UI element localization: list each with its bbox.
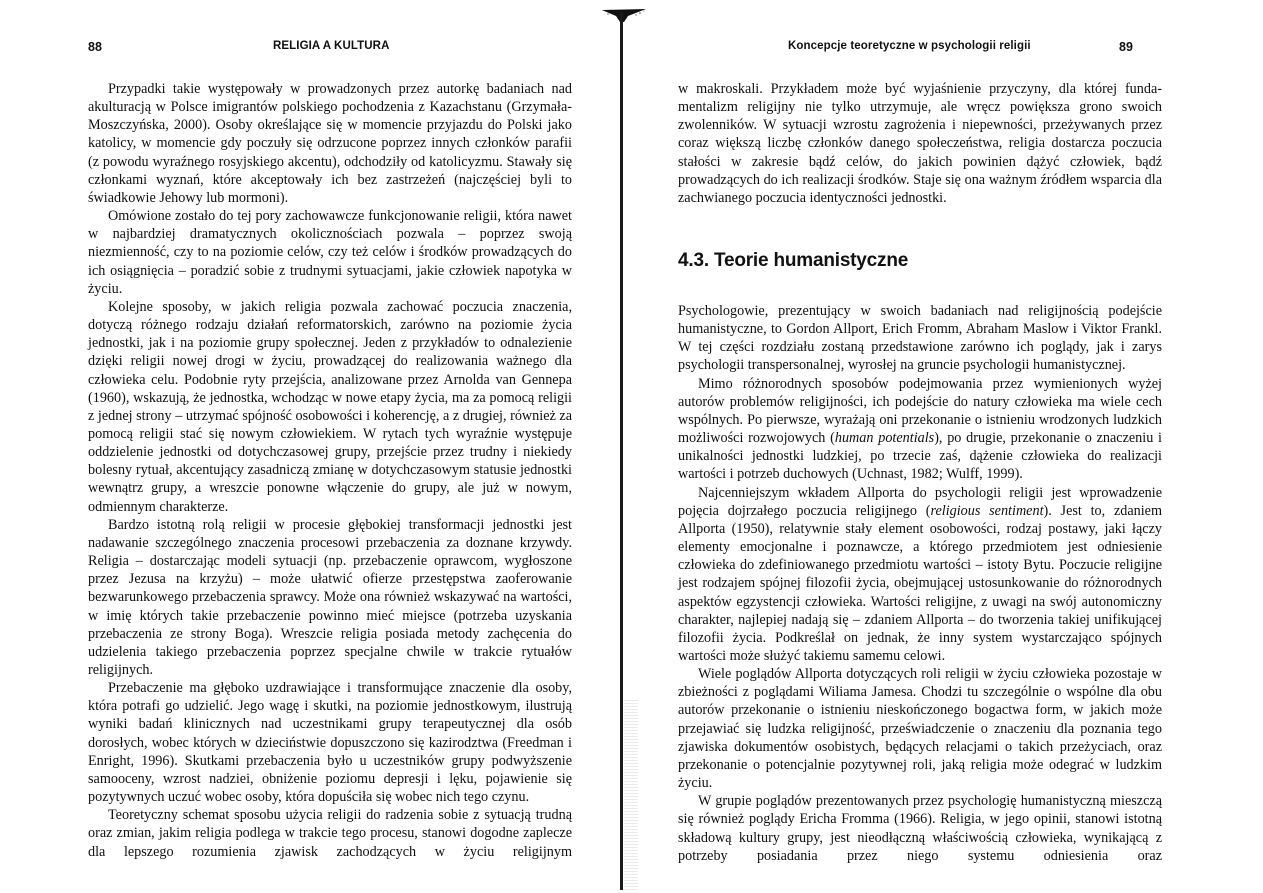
running-head-right: Koncepcje teoretyczne w psychologii religii: [788, 40, 1031, 52]
paragraph: Bardzo istotną rolą religii w procesie głębokiej transformacji jednostki jest nadawanie szczególnego znaczenia procesowi przebaczenia za doznane krzywdy. Religia – dostarczając modeli sytuacji (np. przebaczenie oprawcom, wygłoszone przez Jezusa na krzyżu) – może ułatwić ofierze przestępstwa zaoferowanie bezwarunkowego przebaczenia sprawcy. Może ona również wskazywać na wartości, w imię których takie przebaczenie powinno mieć miejsce (potrzeba uzyskania przebaczenia ze strony Boga). Wreszcie religia posiada metody zachęcenia do udzielenia takiego przebaczenia poprzez specjalne chwile w trakcie rytuałów religijnych.: [88, 516, 572, 678]
paragraph: Wiele poglądów Allporta dotyczących roli religii w życiu człowieka pozostaje w zbieżności z poglądami Wiliama Jamesa. Chodzi tu szczególnie o wspólne dla obu autorów przekonanie o istnieniu nieskończonego bogactwa form, w jakich może przejawiać się ludzka religijność, przeświadczenie o znaczeniu dla poznania tego zjawiska dokumentów osobistych, będących relacjami o takich przeżyciach, oraz przekonanie o potencjalnie pozytywnej roli, jaką religia może odegrać w ludzkim życiu.: [678, 666, 1162, 792]
italic-term: religious sentiment: [930, 502, 1044, 519]
text-run: ), po drugie, przekonanie o znaczeniu i unikalności jednostki ludzkiej, po trzecie zaś, dążenie człowieka do realizacji wartości i potrzeb duchowych (Uchnast, 1982; Wulff, 1999).: [678, 430, 1162, 483]
text-run: Najcenniejszym wkładem Allporta do psychologii religii jest wprowadzenie pojęcia dojrzałego poczucia religijnego (: [678, 484, 1162, 519]
paragraph: w makroskali. Przykładem może być wyjaśnienie przyczyny, dla której fundamentalizm religijny nie tylko utrzymuje, ale wręcz powiększa grono swoich zwolenników. W sytuacji wzrostu zagrożenia i niepewności, przeżywanych przez coraz większą liczbę członków danego społeczeństwa, religia dostarcza poczucia stałości w zakresie bądź celów, do jakich powinien dążyć człowiek, bądź prowadzących do ich realizacji środków. Staje się ona ważnym źródłem wsparcia dla zachwianego poczucia identyczności jednostki.: [678, 81, 1162, 206]
paragraph: Kolejne sposoby, w jakich religia pozwala zachować poczucia znaczenia, dotyczą różnego rodzaju działań reformatorskich, zarówno na poziomie życia jednostki, jak i na poziomie grupy społecznej. Jeden z przykładów to odnalezienie dzięki religii nowej drogi w życiu, prowadzącej do realizowania ważnego dla człowieka celu. Podobnie ryty przejścia, analizowane przez Arnolda van Gennepa (1960), wskazują, że jednostka, wchodząc w nowe etapy życia, ma za pomocą religii z jednej strony – utrzymać spójność osobowości i koherencję, a z drugiej, również za pomocą religii stać się nowym człowiekiem. W rytach tych wyraźnie występuje oddzielenie jednostki od dotychczasowej grupy, przejście przez trudny i niekiedy bolesny rytuał, akcentujący zasadniczą zmianę w dotychczasowym statusie jednostki wewnątrz grupy, a wreszcie ponowne włączenie do grupy, ale już w nowym, odmiennym charakterze.: [88, 298, 572, 515]
paragraph-continues: W grupie poglądów prezentowanych przez psychologię humanistyczną mieszczą się również poglądy Ericha Fromma (1966). Religia, w jego opinii, stanowi istotną składową kultury grupy, jest nieodłączną właściwością człowieka, wynikającą z potrzeby posiadania przez niego systemu odniesienia oraz: [678, 793, 1162, 864]
paragraph: Omówione zostało do tej pory zachowawcze funkcjonowanie religii, która nawet w najbardziej dramatycznych okolicznościach pozwala – poprzez swoją niezmienność, czy to na poziomie celów, czy też celów i środków prowadzących do ich osiągnięcia – poradzić sobie z trudnymi sytuacjami, jakie człowiek napotyka w życiu.: [88, 208, 572, 297]
paragraph-continues: Teoretyczny schemat sposobu użycia religii do radzenia sobie z sytuacją trudną oraz zmian, jakim religia podlega w trakcie tego procesu, stanowi dogodne zaplecze dla lepszego rozumienia zjawisk zachodzących w życiu religijnym: [88, 807, 572, 860]
paragraph: Przebaczenie ma głęboko uzdrawiające i transformujące znaczenie dla osoby, która potrafi go udzielić. Jego wagę i skutki, na poziomie jednostkowym, ilustrują wyniki badań klinicznych nad uczestnikami grupy terapeutycznej dla osób dorosłych, wobec których w dzieciństwie dopuszczono się kazirodztwa (Freedman i Enright, 1996). Skutkami przebaczenia było u uczestników grupy podwyższenie samooceny, wzrost nadziei, obniżenie poziomu depresji i lęku, pojawienie się pozytywnych uczuć wobec osoby, która dopuściła się wobec nich tego czynu.: [88, 680, 572, 806]
text-run: Mimo różnorodnych sposobów podejmowania przez wymienionych wyżej autorów problemów religijności, ich podejście do natury człowieka ma wiele cech wspólnych. Po pierwsze, wyrażają oni przekonanie o istnieniu wrodzonych ludzkich możliwości rozwojowych (: [678, 375, 1162, 447]
right-page-continuation: [678, 80, 1162, 207]
right-page: [612, 0, 1263, 893]
page-number-right: 89: [1119, 40, 1133, 54]
paragraph: Przypadki takie występowały w prowadzonych przez autorkę badaniach nad akulturacją w Polsce imigrantów polskiego pochodzenia z Kazachstanu (Grzymała-Moszczyńska, 2000). Osoby określające się w momencie przyjazdu do Polski jako katolicy, w momencie gdy poczuły się odrzucone poprzez innych członków parafii (z powodu wyraźnego rosyjskiego akcentu), odchodziły od katolicyzmu. Stawały się członkami wyznań, które akceptowały ich bez zastrzeżeń (najczęściej byli to świadkowie Jehowy lub mormoni).: [88, 81, 572, 206]
section-heading: 4.3. Teorie humanistyczne: [678, 250, 909, 271]
left-page-body: [88, 80, 572, 861]
text-run: ). Jest to, zdaniem Allporta (1950), relatywnie stały element osobowości, rodzaj postawy, jaki łączy elementy emocjonalne i poznawcze, a którego przedmiotem jest odniesienie człowieka do zdefiniowanego przedmiotu wartości – istoty Bytu. Poczucie religijne jest rodzajem spójnej filozofii życia, obejmującej ustosunkowanie do różnorodnych aspektów egzystencji człowieka. Wartości religijne, z uwagi na swój autonomiczny charakter, najlepiej nadają się – zdaniem Allporta – do tworzenia takiej unifikującej filozofii życia. Podkreślał on jednak, że inny system wystarczająco spójnych wartości może służyć takiemu samemu celowi.: [678, 502, 1162, 664]
page-number-left: 88: [88, 40, 102, 54]
italic-term: human potentials: [834, 430, 935, 447]
paragraph: [678, 484, 1162, 666]
section-body: [678, 302, 1162, 865]
paragraph: Psychologowie, prezentujący w swoich badaniach nad religijnością podejście humanistyczne, to Gordon Allport, Erich Fromm, Abraham Maslow i Viktor Frankl. W tej części rozdziału zostaną przedstawione zarówno ich poglądy, jak i zarys psychologii transpersonalnej, wyrosłej na gruncie psychologii humanistycznej.: [678, 303, 1162, 374]
left-page: [0, 0, 612, 893]
running-head-left: RELIGIA A KULTURA: [273, 40, 390, 52]
paragraph: [678, 375, 1162, 484]
